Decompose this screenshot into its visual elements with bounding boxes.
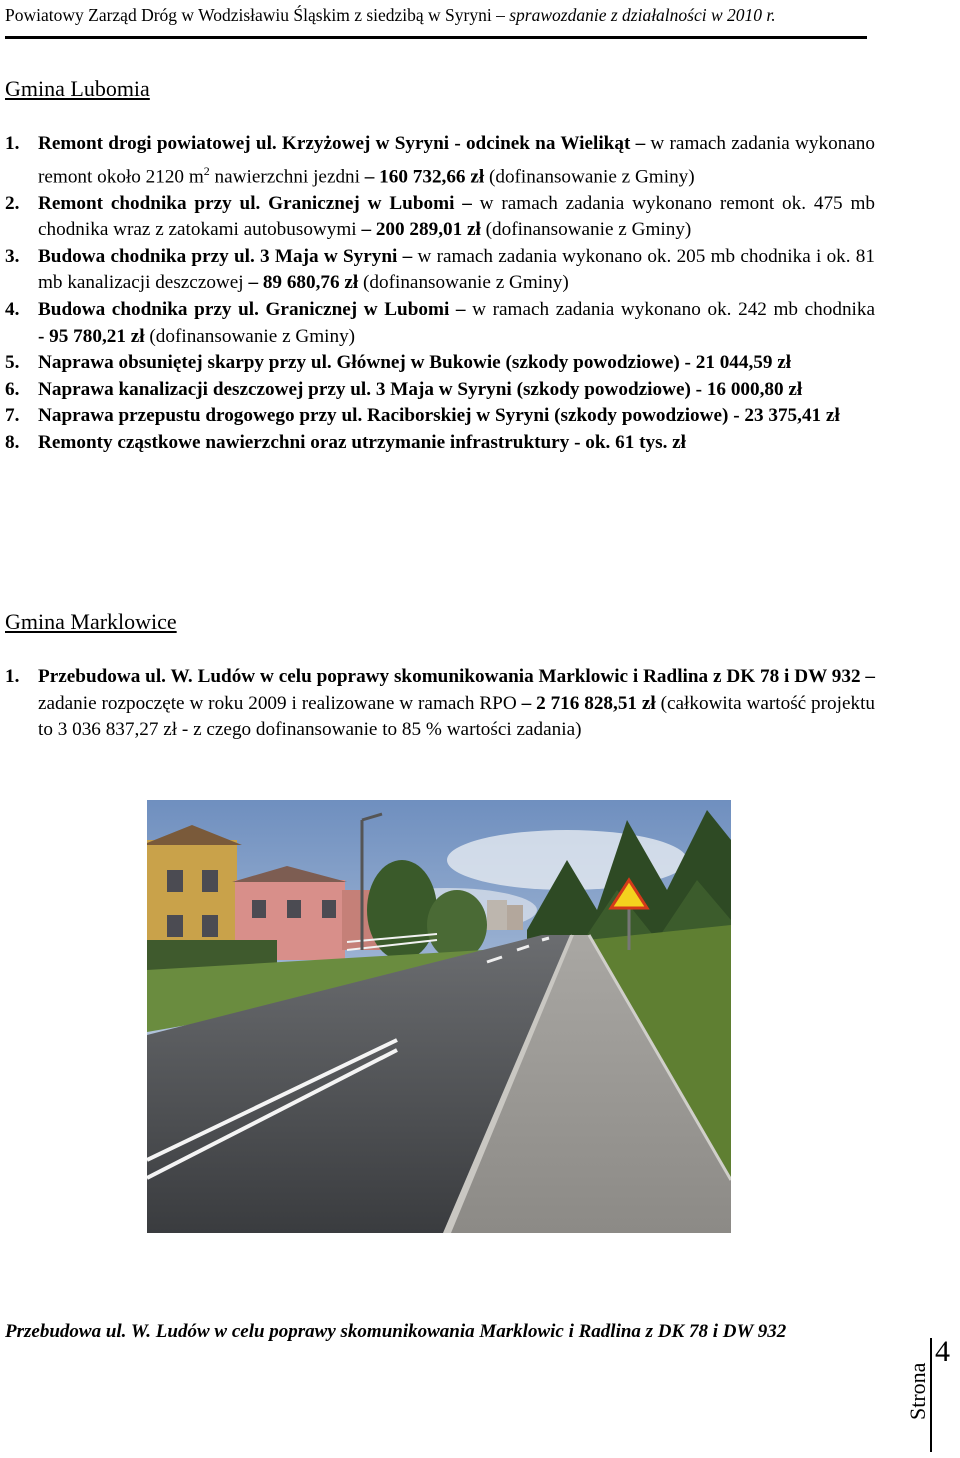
item-tail: (dofinansowanie z Gminy) [358, 272, 569, 294]
list-item [5, 377, 875, 404]
header-text: Powiatowy Zarząd Dróg w Wodzisławiu Śląskim z siedzibą w Syryni [5, 5, 492, 25]
list-item [5, 430, 875, 457]
item-number: 2. [5, 192, 20, 214]
page-label: Strona [905, 1362, 930, 1420]
item-tail: (dofinansowanie z Gminy) [484, 165, 695, 187]
lubomia-list [5, 131, 875, 457]
item-heading: Naprawa przepustu drogowego przy ul. Raciborskiej w Syryni (szkody powodziowe) - 23 375,41 zł [38, 405, 840, 427]
section-title-lubomia: Gmina Lubomia [5, 76, 150, 101]
item-tail: (całkowita wartość projektu to 3 036 837,27 zł - z czego dofinansowanie to 85 % wartości zadania) [38, 692, 876, 741]
item-heading: Remont drogi powiatowej ul. Krzyżowej w Syryni - odcinek na Wielikąt – [38, 133, 646, 154]
list-item [5, 403, 875, 430]
item-tail: (dofinansowanie z Gminy) [480, 219, 692, 241]
list-item [5, 664, 875, 744]
item-text: w ramach zadania wykonano remont ok. 475 mb chodnika wraz z zatokami autobusowymi [38, 192, 875, 241]
item-superscript: 2 [203, 163, 210, 178]
header-subtitle: sprawozdanie z działalności w 2010 r. [509, 5, 776, 25]
road-photo [147, 800, 731, 1233]
item-text: w ramach zadania wykonano ok. 242 mb chodnika [465, 298, 875, 320]
item-amount: – 2 716 828,51 zł [521, 692, 656, 714]
item-heading: Remonty cząstkowe nawierzchni oraz utrzymanie infrastruktury - ok. 61 tys. zł [38, 431, 687, 453]
road-photo-illustration [147, 800, 731, 1233]
marklowice-list [5, 664, 875, 744]
item-heading: Budowa chodnika przy ul. Granicznej w Lubomi – [38, 298, 466, 320]
item-amount: – 89 680,76 zł [248, 272, 359, 294]
page-number: 4 [935, 1335, 950, 1368]
page-number-rule [930, 1338, 932, 1452]
item-number: 1. [5, 666, 20, 687]
item-text-2: nawierzchni jezdni [209, 165, 365, 187]
list-item [5, 131, 875, 191]
header-separator: – [496, 5, 510, 25]
item-heading: Naprawa kanalizacji deszczowej przy ul. 3 Maja w Syryni (szkody powodziowe) - 16 000,80 zł [38, 378, 803, 400]
item-tail: (dofinansowanie z Gminy) [144, 325, 356, 347]
item-text: zadanie rozpoczęte w roku 2009 i realizowane w ramach RPO [38, 692, 522, 714]
item-heading: Naprawa obsuniętej skarpy przy ul. Głównej w Bukowie (szkody powodziowe) - 21 044,59 zł [38, 352, 792, 374]
item-number: 6. [5, 378, 20, 400]
item-number: 5. [5, 352, 20, 374]
list-item [5, 350, 875, 377]
item-heading: Remont chodnika przy ul. Granicznej w Lubomi – [38, 192, 472, 214]
item-number: 7. [5, 405, 20, 427]
list-item [5, 191, 875, 244]
page-header [5, 5, 885, 35]
item-text: w ramach zadania wykonano remont około 2120 m [38, 133, 875, 187]
list-item [5, 244, 875, 297]
item-number: 8. [5, 431, 20, 453]
header-rule [5, 36, 867, 39]
item-number: 1. [5, 133, 20, 154]
item-amount: - 95 780,21 zł [38, 325, 145, 347]
section-title-marklowice: Gmina Marklowice [5, 609, 177, 634]
item-amount: – 160 732,66 zł [364, 165, 485, 187]
item-amount: – 200 289,01 zł [361, 219, 481, 241]
item-text: w ramach zadania wykonano ok. 205 mb chodnika i ok. 81 mb kanalizacji deszczowej [38, 245, 875, 294]
item-heading: Budowa chodnika przy ul. 3 Maja w Syryni – [38, 245, 413, 267]
list-item [5, 297, 875, 350]
item-number: 4. [5, 298, 20, 320]
item-heading: Przebudowa ul. W. Ludów w celu poprawy skomunikowania Marklowic i Radlina z DK 78 i DW 932 – [38, 666, 875, 687]
photo-caption: Przebudowa ul. W. Ludów w celu poprawy skomunikowania Marklowic i Radlina z DK 78 i DW 932 [5, 1321, 787, 1342]
item-number: 3. [5, 245, 20, 267]
